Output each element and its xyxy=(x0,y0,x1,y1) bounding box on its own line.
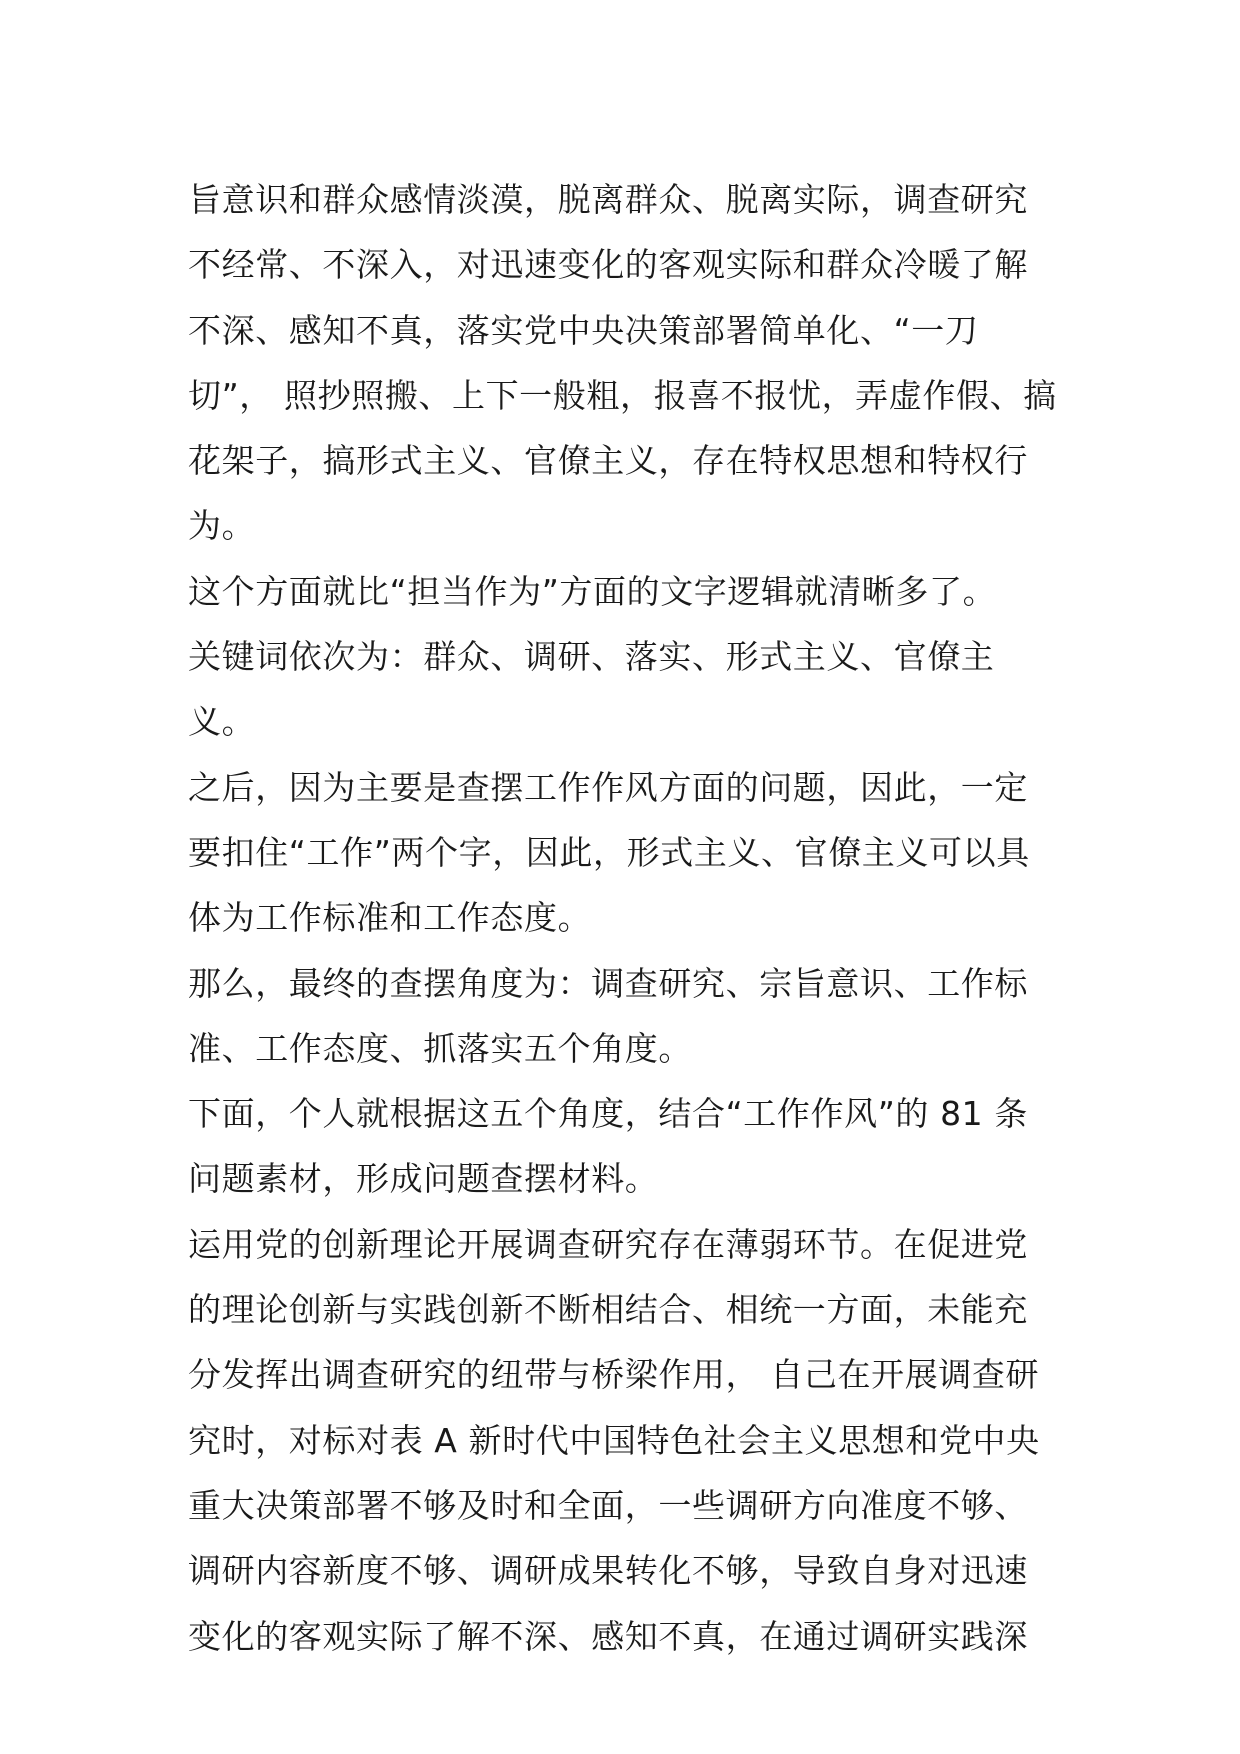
paragraph-work-focus: 之后，因为主要是查摆工作作风方面的问题，因此，一定要扣住“工作”两个字，因此，形式主义、官僚主义可以具体为工作标准和工作态度。 xyxy=(188,767,1030,938)
paragraph-continued: 旨意识和群众感情淡漠，脱离群众、脱离实际，调查研究不经常、不深入，对迅速变化的客观实际和群众冷暖了解不深、感知不真，落实党中央决策部署简单化、“一刀切”， 照抄照搬、上下一般粗，报喜不报忧，弄虚作假、搞花架子，搞形式主义、官僚主义，存在特权思想和特权行为。 xyxy=(188,180,1057,546)
paragraph-keywords: 关键词依次为：群众、调研、落实、形式主义、官僚主义。 xyxy=(188,637,995,742)
paragraph-research-issue: 运用党的创新理论开展调查研究存在薄弱环节。在促进党的理论创新与实践创新不断相结合、相统一方面，未能充分发挥出调查研究的纽带与桥梁作用， 自己在开展调查研究时，对标对表 A 新时代中国特色社会主义思想和党中央重大决策部署不够及时和全面，一些调研方向准度不够、调研内容新度不够、调研成果转化不够，导致自身对迅速变化的客观实际了解不深、感知不真，在通过调研实践深 xyxy=(188,1224,1040,1656)
document-body xyxy=(188,167,1058,1669)
paragraph-comparison: 这个方面就比“担当作为”方面的文字逻辑就清晰多了。 xyxy=(188,571,997,611)
paragraph-materials: 下面，个人就根据这五个角度，结合“工作作风”的 81 条问题素材，形成问题查摆材料。 xyxy=(188,1094,1028,1199)
paragraph-final-angles: 那么，最终的查摆角度为：调查研究、宗旨意识、工作标准、工作态度、抓落实五个角度。 xyxy=(188,963,1028,1068)
